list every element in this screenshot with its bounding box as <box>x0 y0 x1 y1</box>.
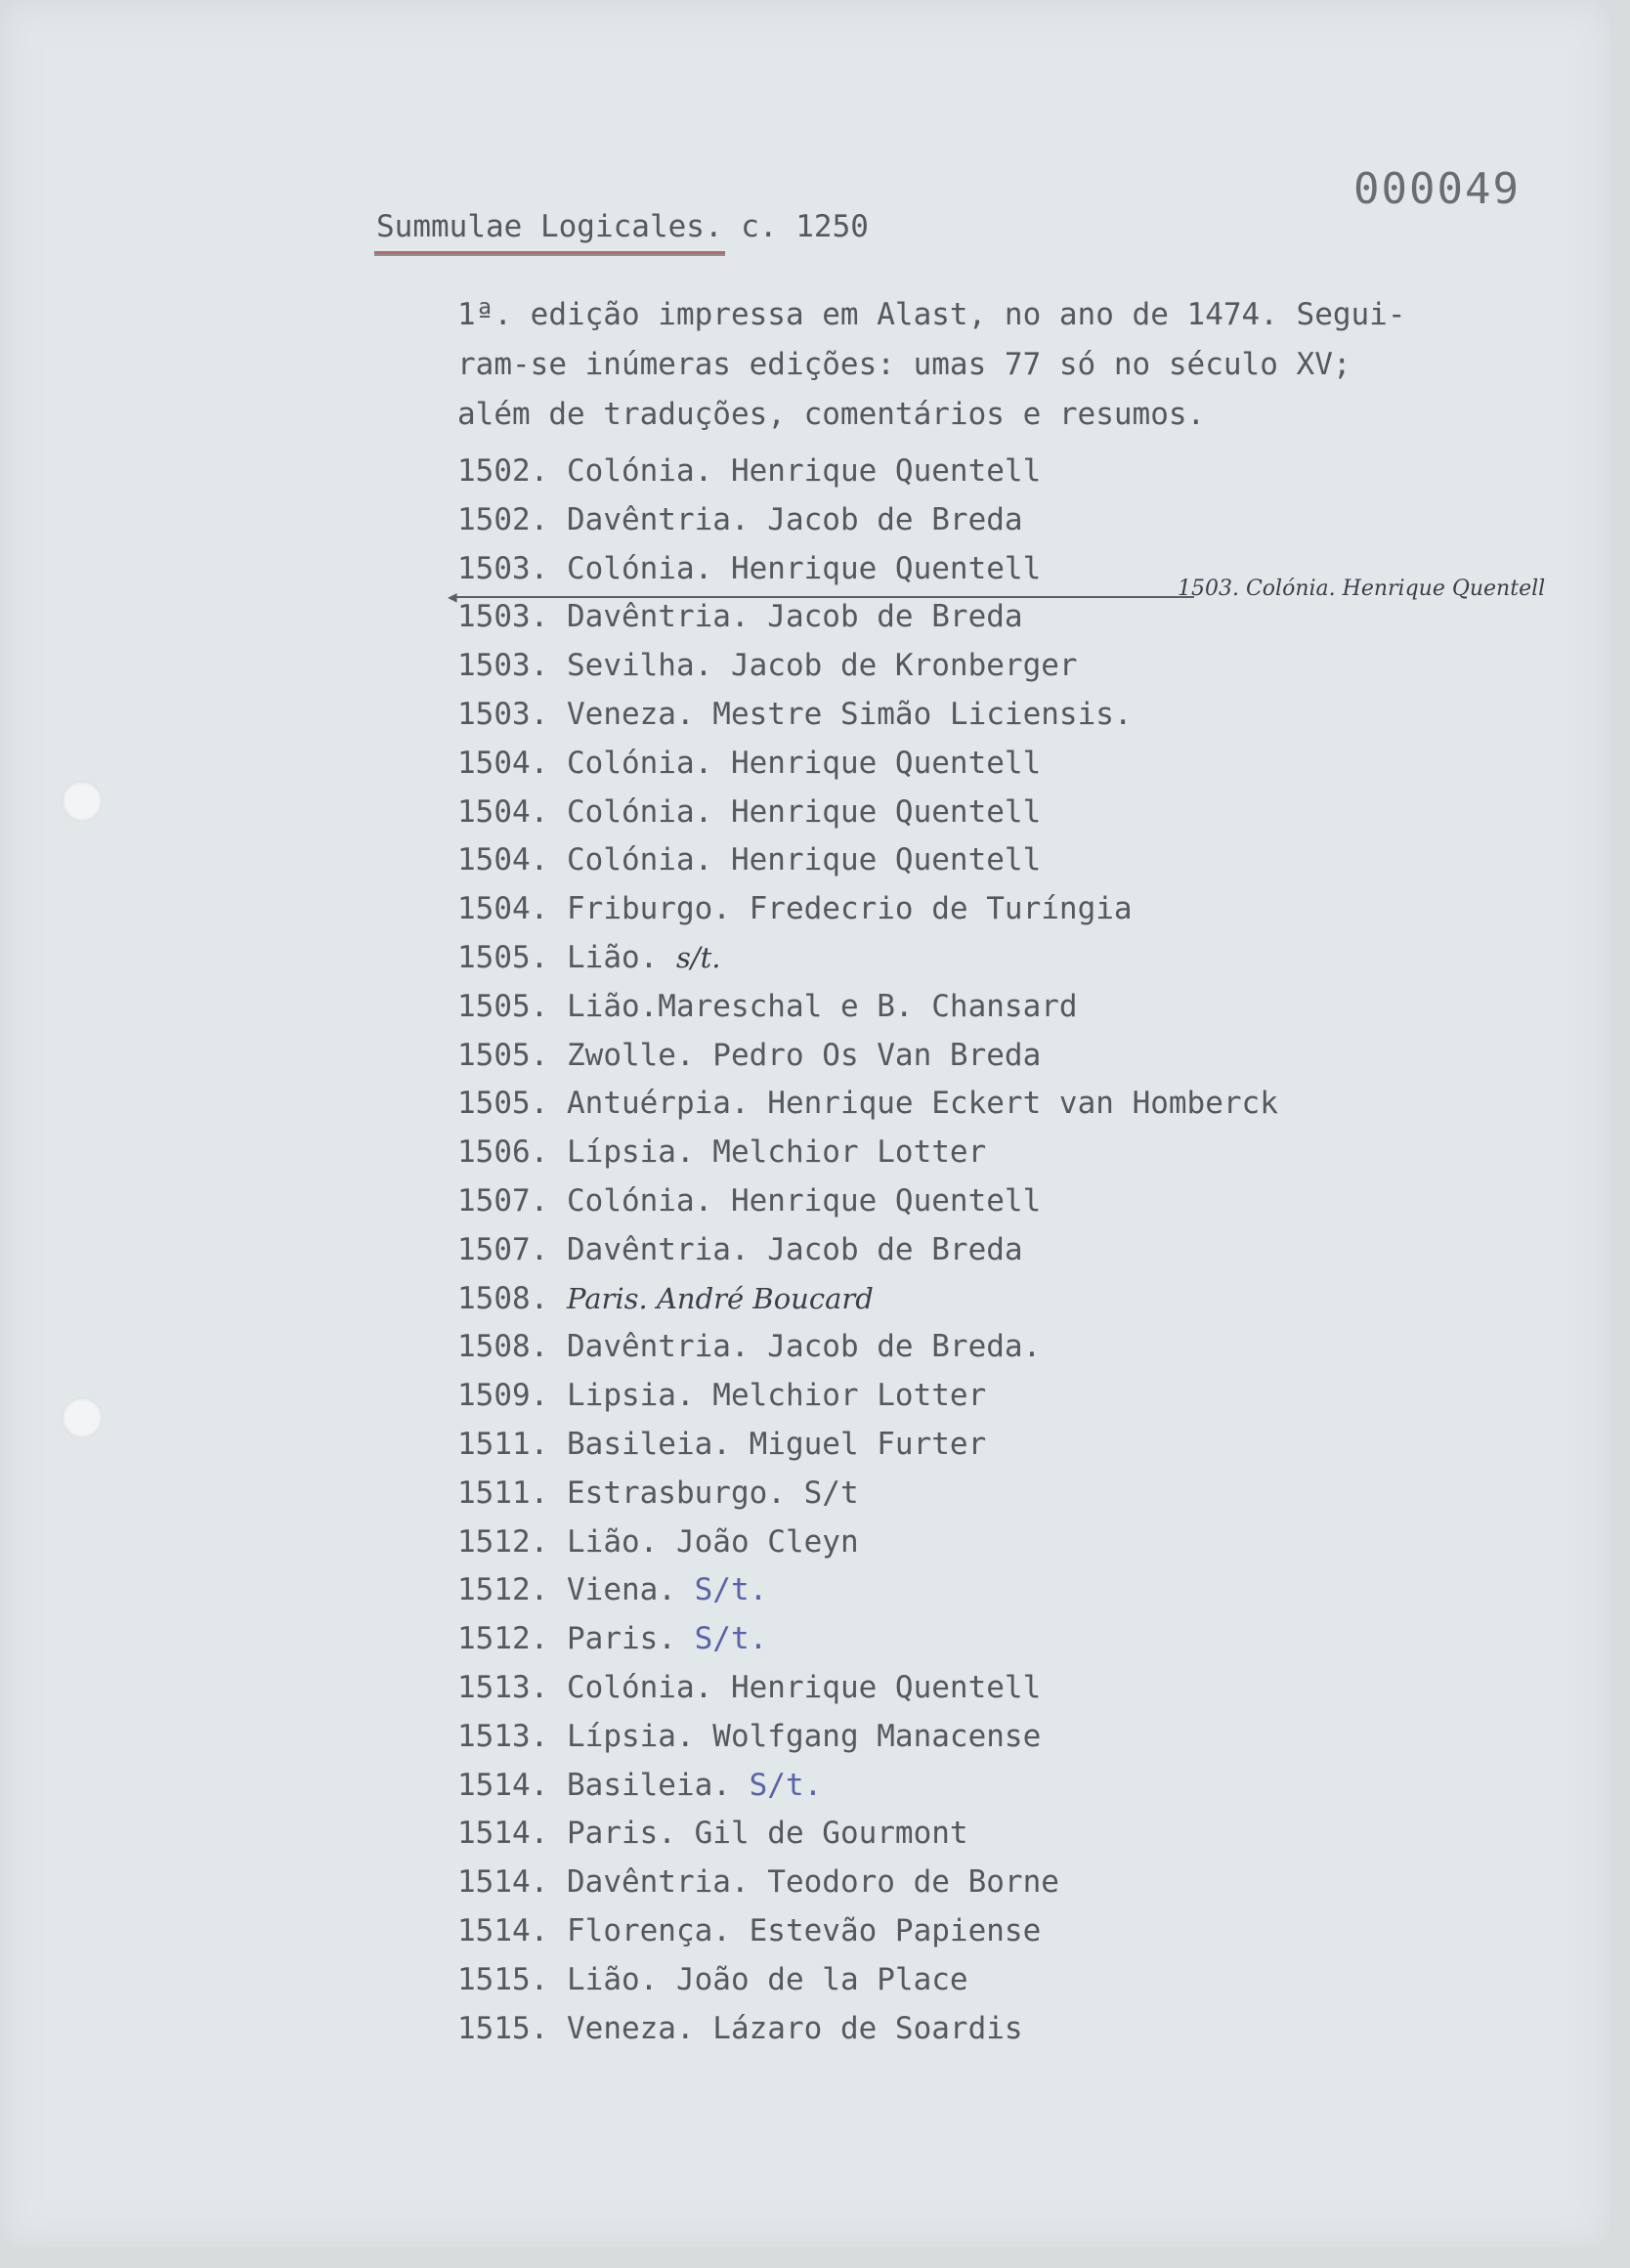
edition-year: 1514. <box>457 1912 549 1948</box>
edition-entry <box>457 1956 1532 2005</box>
edition-year: 1506. <box>457 1134 549 1171</box>
edition-entry <box>457 1275 1532 1324</box>
edition-year: 1512. <box>457 1523 549 1560</box>
edition-entry <box>457 1323 1532 1372</box>
edition-year: 1502. <box>457 453 549 489</box>
edition-entry <box>457 1615 1532 1664</box>
edition-place-printer: Veneza. Mestre Simão Liciensis. <box>548 696 1133 732</box>
edition-place-printer: Colónia. Henrique Quentell <box>548 1669 1042 1705</box>
edition-entry <box>457 885 1532 934</box>
edition-place-printer: Davêntria. Teodoro de Borne <box>548 1864 1059 1901</box>
intro-line: ram-se inúmeras edições: umas 77 só no século XV; <box>457 347 1351 382</box>
edition-year: 1503. <box>457 696 549 732</box>
edition-entry <box>457 1566 1532 1615</box>
edition-entry <box>457 1859 1532 1907</box>
edition-place-printer: Davêntria. Jacob de Breda <box>548 599 1023 635</box>
edition-entry <box>457 1470 1532 1519</box>
page-heading <box>376 209 869 244</box>
edition-year: 1504. <box>457 842 549 878</box>
edition-year: 1503. <box>457 550 549 586</box>
edition-place-printer: Colónia. Henrique Quentell <box>548 793 1042 830</box>
edition-entry <box>457 545 1532 594</box>
edition-entry <box>457 496 1532 545</box>
edition-place-printer: Lião. <box>548 939 676 975</box>
edition-place-printer: Lião.Mareschal e B. Chansard <box>548 988 1078 1024</box>
edition-year: 1505. <box>457 1037 549 1073</box>
edition-place-printer: Lípsia. Wolfgang Manacense <box>548 1718 1042 1754</box>
edition-year: 1511. <box>457 1475 549 1511</box>
edition-place-printer: Paris. Gil de Gourmont <box>548 1816 968 1852</box>
edition-entry <box>457 1907 1532 1956</box>
edition-entry <box>457 2005 1532 2054</box>
edition-place-printer: Davêntria. Jacob de Breda <box>548 501 1023 537</box>
edition-place-printer: Colónia. Henrique Quentell <box>548 842 1042 878</box>
edition-year: 1505. <box>457 1086 549 1122</box>
edition-entry <box>457 1372 1532 1421</box>
edition-place-printer: Paris. <box>548 1621 695 1657</box>
edition-year: 1508. <box>457 1329 549 1365</box>
edition-place-printer: Colónia. Henrique Quentell <box>548 453 1042 489</box>
edition-place-printer: Colónia. Henrique Quentell <box>548 1182 1042 1219</box>
edition-place-printer: Estrasburgo. S/t <box>548 1475 859 1511</box>
edition-entry <box>457 448 1532 496</box>
edition-year: 1512. <box>457 1572 549 1608</box>
edition-place-printer: Lião. João de la Place <box>548 1961 968 1997</box>
edition-entry <box>457 836 1532 885</box>
edition-year: 1515. <box>457 2010 549 2046</box>
edition-place-printer: Lípsia. Melchior Lotter <box>548 1134 987 1171</box>
edition-year: 1503. <box>457 648 549 684</box>
edition-place-printer: Zwolle. Pedro Os Van Breda <box>548 1037 1042 1073</box>
edition-year: 1507. <box>457 1182 549 1219</box>
punch-hole-top <box>62 781 103 822</box>
intro-line: além de traduções, comentários e resumos. <box>457 397 1206 432</box>
edition-year: 1513. <box>457 1669 549 1705</box>
edition-year: 1507. <box>457 1231 549 1267</box>
edition-year: 1503. <box>457 599 549 635</box>
edition-place-printer: Basileia. Miguel Furter <box>548 1426 987 1462</box>
edition-place-printer: Viena. <box>548 1572 695 1608</box>
edition-entry <box>457 1664 1532 1713</box>
handwritten-correction: s/t. <box>675 940 721 974</box>
edition-place-printer: Davêntria. Jacob de Breda <box>548 1231 1023 1267</box>
intro-paragraph <box>457 290 1532 440</box>
edition-entry <box>457 1177 1532 1226</box>
edition-entry <box>457 1032 1532 1081</box>
edition-entry <box>457 642 1532 691</box>
edition-year: 1505. <box>457 988 549 1024</box>
intro-line: 1ª. edição impressa em Alast, no ano de 1474. Segui- <box>457 297 1406 332</box>
edition-list <box>457 448 1532 2053</box>
edition-entry <box>457 1226 1532 1275</box>
arrow-left-icon: ◀ <box>448 587 457 606</box>
edition-place-printer: Davêntria. Jacob de Breda. <box>548 1329 1042 1365</box>
edition-year: 1511. <box>457 1426 549 1462</box>
edition-entry <box>457 1762 1532 1811</box>
edition-entry <box>457 1129 1532 1177</box>
edition-place-printer: Sevilha. Jacob de Kronberger <box>548 648 1078 684</box>
edition-year: 1514. <box>457 1816 549 1852</box>
edition-place-printer: Basileia. <box>548 1767 750 1803</box>
punch-hole-bottom <box>62 1397 103 1438</box>
edition-entry <box>457 934 1532 983</box>
heading-date: c. 1250 <box>722 209 869 244</box>
edition-entry <box>457 593 1532 642</box>
edition-year: 1504. <box>457 793 549 830</box>
edition-place-printer: Colónia. Henrique Quentell <box>548 745 1042 781</box>
reference-number: 000049 <box>1353 164 1521 214</box>
edition-year: 1505. <box>457 939 549 975</box>
edition-year: 1502. <box>457 501 549 537</box>
edition-year: 1509. <box>457 1378 549 1414</box>
edition-entry <box>457 1080 1532 1129</box>
edition-year: 1513. <box>457 1718 549 1754</box>
handwritten-margin-note: 1503. Colónia. Henrique Quentell <box>1178 577 1546 601</box>
pen-correction: S/t. <box>749 1767 823 1803</box>
edition-year: 1514. <box>457 1864 549 1901</box>
heading-title: Summulae Logicales. <box>376 209 723 244</box>
edition-entry <box>457 1810 1532 1859</box>
edition-entry <box>457 1713 1532 1762</box>
edition-entry <box>457 789 1532 837</box>
edition-entry <box>457 691 1532 740</box>
edition-place-printer <box>548 1281 567 1316</box>
edition-entry <box>457 983 1532 1032</box>
edition-place-printer: Colónia. Henrique Quentell <box>548 550 1042 586</box>
edition-place-printer: Friburgo. Fredecrio de Turíngia <box>548 891 1133 927</box>
edition-entry <box>457 740 1532 789</box>
edition-year: 1512. <box>457 1621 549 1657</box>
edition-year: 1508. <box>457 1280 549 1316</box>
edition-place-printer: Lipsia. Melchior Lotter <box>548 1378 987 1414</box>
edition-year: 1514. <box>457 1767 549 1803</box>
pen-correction: S/t. <box>694 1621 768 1657</box>
edition-place-printer: Antuérpia. Henrique Eckert van Homberck <box>548 1086 1278 1122</box>
edition-entry <box>457 1519 1532 1567</box>
edition-place-printer: Veneza. Lázaro de Soardis <box>548 2010 1023 2046</box>
edition-year: 1504. <box>457 745 549 781</box>
handwritten-correction: Paris. André Boucard <box>567 1281 874 1315</box>
edition-year: 1504. <box>457 891 549 927</box>
pen-correction: S/t. <box>694 1572 768 1608</box>
edition-entry <box>457 1421 1532 1470</box>
edition-place-printer: Florença. Estevão Papiense <box>548 1912 1042 1948</box>
edition-place-printer: Lião. João Cleyn <box>548 1523 859 1560</box>
edition-year: 1515. <box>457 1961 549 1997</box>
